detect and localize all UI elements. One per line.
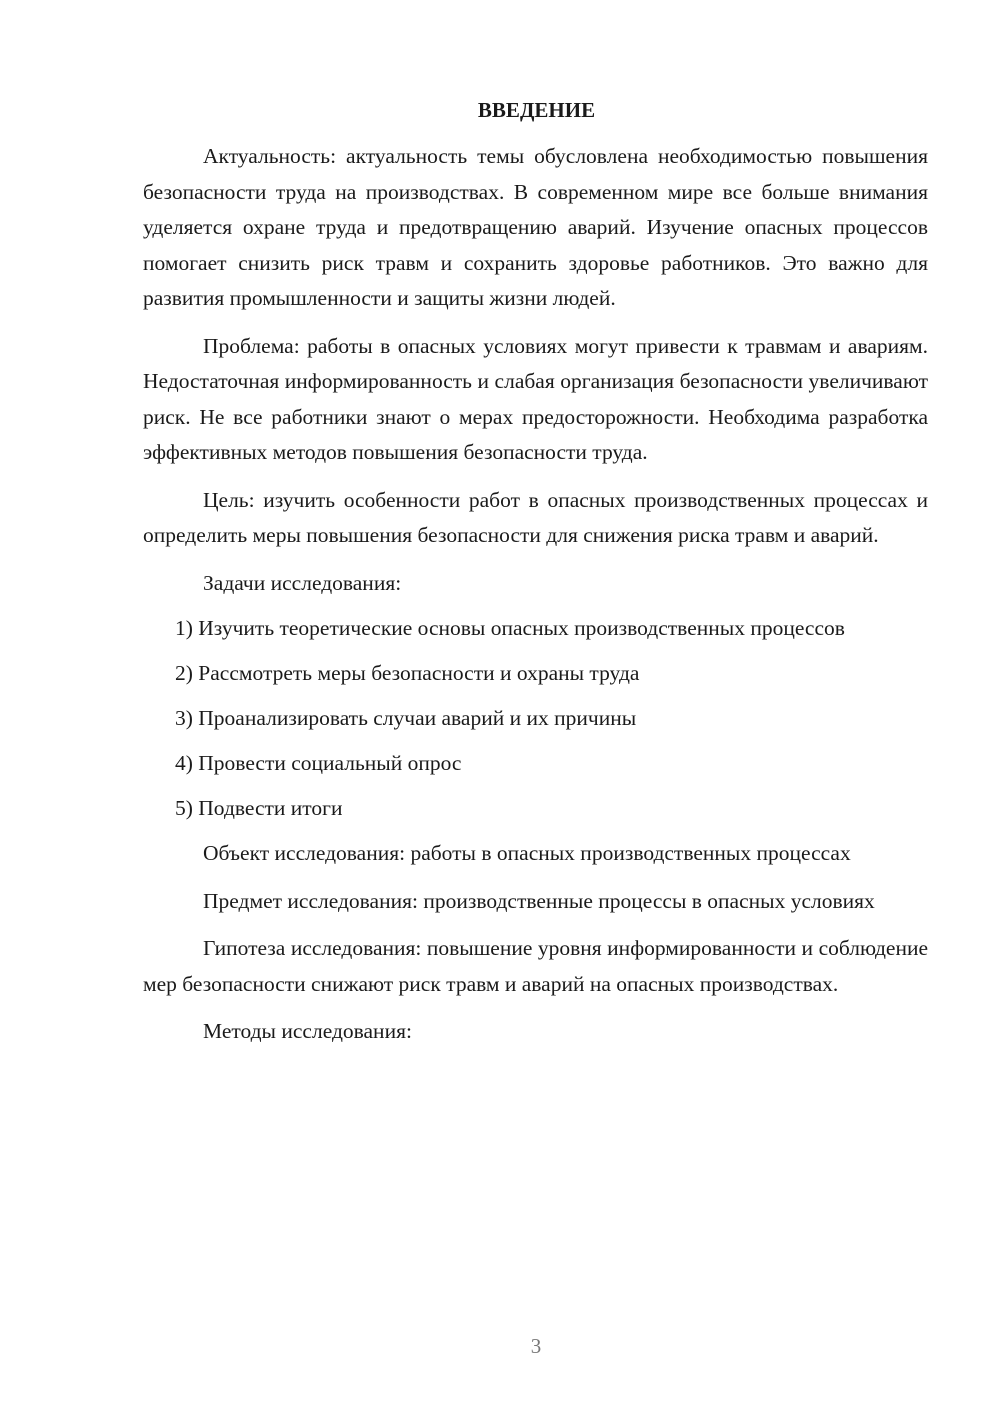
list-item-task-3: 3) Проанализировать случаи аварий и их причины: [175, 706, 637, 730]
page-content: [143, 96, 928, 1062]
list-item-task-2: 2) Рассмотреть меры безопасности и охраны труда: [175, 661, 640, 685]
paragraph-relevance: Актуальность: актуальность темы обусловлена необходимостью повышения безопасности труда на производствах. В современном мире все больше внимания уделяется охране труда и предотвращению аварий. Изучение опасных процессов помогает снизить риск травм и сохранить здоровье работников. Это важно для развития промышленности и защиты жизни людей.: [143, 144, 928, 310]
list-item-task-5: 5) Подвести итоги: [175, 796, 343, 820]
section-title: ВВЕДЕНИЕ: [477, 98, 596, 122]
paragraph-subject: Предмет исследования: производственные процессы в опасных условиях: [203, 888, 875, 913]
paragraph-hypothesis: Гипотеза исследования: повышение уровня информированности и соблюдение мер безопасности снижают риск травм и аварий на опасных производствах.: [143, 936, 928, 996]
list-item-task-4: 4) Провести социальный опрос: [175, 751, 462, 775]
page-number: 3: [530, 1334, 542, 1358]
paragraph-object: Объект исследования: работы в опасных производственных процессах: [203, 841, 851, 865]
tasks-heading: Задачи исследования:: [203, 570, 402, 595]
paragraph-problem: Проблема: работы в опасных условиях могут привести к травмам и авариям. Недостаточная информированность и слабая организация безопасности увеличивают риск. Не все работники знают о мерах предосторожности. Необходима разработка эффективных методов повышения безопасности труда.: [143, 333, 928, 464]
methods-heading: Методы исследования:: [203, 1019, 412, 1043]
paragraph-goal: Цель: изучить особенности работ в опасных производственных процессах и определить меры повышения безопасности для снижения риска травм и аварий.: [143, 487, 928, 547]
list-item-task-1: 1) Изучить теоретические основы опасных производственных процессов: [175, 616, 845, 640]
